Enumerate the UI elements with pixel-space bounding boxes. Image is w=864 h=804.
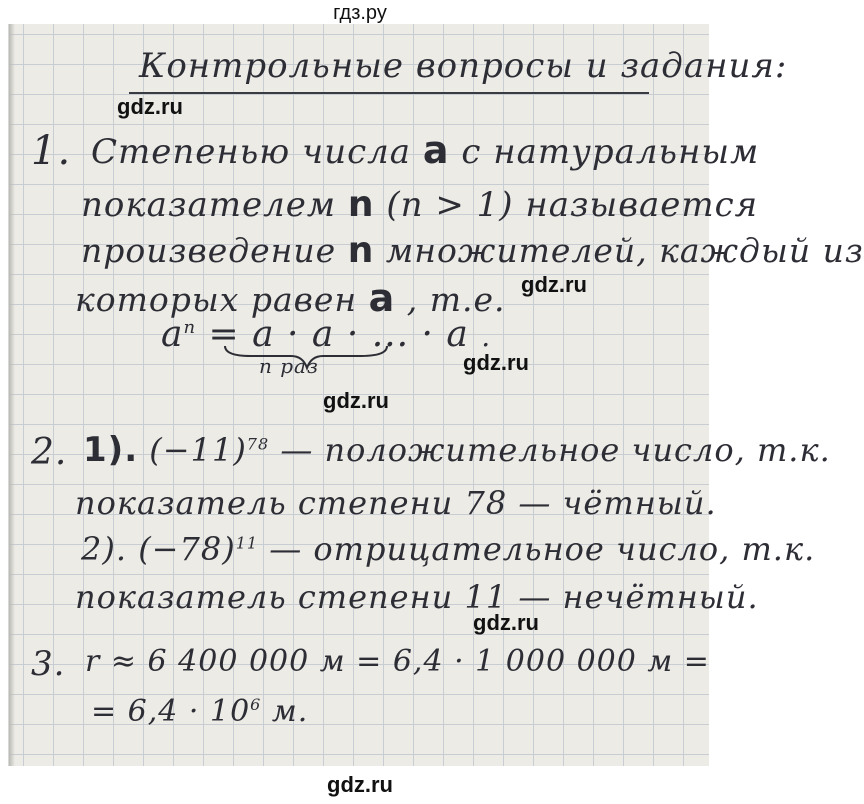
title-underline [129, 92, 649, 94]
q1-var-n: n [347, 184, 375, 225]
q3-line2-start: = 6,4 · 10 [91, 694, 251, 729]
q2-part1-text: — положительное число, т.к. [280, 431, 831, 469]
q3-line2-unit: м. [271, 694, 309, 729]
formula-base: a [161, 314, 184, 355]
q1-var-a-2: a [368, 276, 396, 320]
q2-part1-exponent: 78 [246, 434, 270, 454]
q1-line4-end: , т.е. [406, 280, 506, 319]
formula-dot: . [481, 320, 492, 353]
q2-part1-line2: показатель степени 78 — чётный. [75, 484, 717, 522]
q1-line3-start: произведение [81, 231, 337, 270]
q3-exponent: 6 [250, 695, 262, 714]
watermark: gdz.ru [521, 272, 587, 297]
q1-line1-text [91, 128, 759, 172]
q1-var-a: a [422, 128, 450, 172]
footer-watermark: gdz.ru [327, 772, 393, 797]
q1-line4-start: которых равен [75, 280, 358, 319]
q3-line1: r ≈ 6 400 000 м = 6,4 · 1 000 000 м = [85, 644, 710, 679]
watermark: gdz.ru [463, 350, 529, 375]
q2-part1-label: 1). [83, 430, 139, 470]
q2-part1-base: (−11) [149, 431, 247, 469]
q2-part1-line1 [83, 430, 831, 470]
formula-rhs: = a · a · ... · a [208, 314, 469, 355]
site-title: гдз.ру [333, 2, 387, 24]
formula-exponent: n [183, 317, 197, 338]
q3-number: 3. [31, 644, 66, 684]
q2-part2-line1 [81, 530, 815, 568]
q1-line3-end: множителей, каждый из [385, 231, 864, 270]
q1-line1-end: с натуральным [461, 132, 760, 172]
q2-part2-text: — отрицательное число, т.к. [269, 530, 816, 568]
footer [0, 766, 720, 804]
q2-part2-exponent: 11 [235, 533, 259, 553]
q1-line2-start: показателем [81, 185, 337, 225]
q2-part2-line2: показатель степени 11 — нечётный. [75, 578, 759, 616]
q1-line3-text [81, 230, 864, 271]
page-edge-shadow [9, 24, 15, 766]
section-title: Контрольные вопросы и задания: [139, 46, 788, 86]
watermark: gdz.ru [473, 610, 539, 635]
brace-label: n раз [259, 354, 319, 378]
q1-number: 1. [31, 128, 72, 174]
q1-line1-start: Степенью числа [91, 132, 412, 172]
q3-line2 [91, 694, 308, 729]
q1-line2-text [81, 184, 758, 225]
watermark: gdz.ru [323, 388, 389, 413]
q2-number: 2. [31, 432, 68, 473]
watermark: gdz.ru [117, 94, 183, 119]
q2-part2-base: (−78) [138, 530, 236, 568]
q1-var-n-2: n [347, 230, 375, 271]
q2-part2-label: 2). [81, 530, 128, 568]
notebook-page [8, 24, 864, 766]
q1-line2-end: (n > 1) называется [386, 185, 759, 225]
